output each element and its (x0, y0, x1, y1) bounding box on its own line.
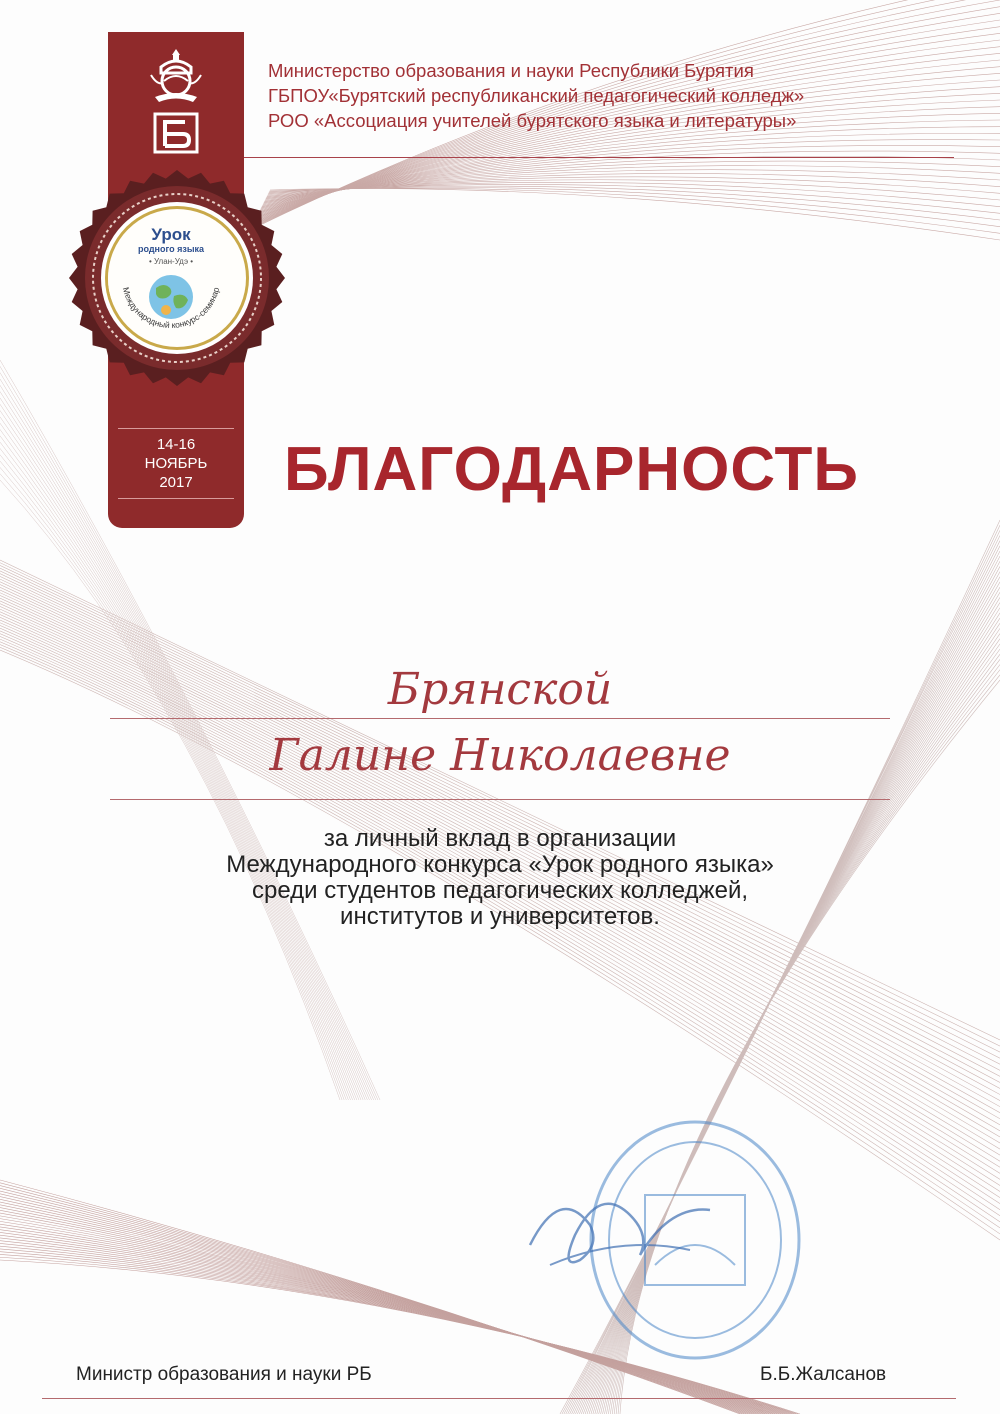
reason-line-4: институтов и университетов. (340, 903, 660, 930)
event-date (118, 428, 234, 499)
org-ministry: Министерство образования и науки Республики Бурятия (268, 60, 754, 81)
decorative-line (0, 642, 1000, 1222)
signature-divider (42, 1398, 956, 1399)
decorative-line (0, 565, 1000, 1052)
decorative-line (269, 188, 1000, 233)
signatory-position: Министр образования и науки РБ (76, 1364, 372, 1385)
date-year: 2017 (159, 474, 193, 491)
organizations-header (268, 58, 968, 133)
signatory-name: Б.Б.Жалсанов (760, 1364, 887, 1385)
seal-city: • Улан-Удэ • (148, 257, 194, 266)
recipient-divider-1 (110, 718, 890, 719)
decorative-line (0, 574, 1000, 1071)
date-days: 14-16 (156, 436, 196, 453)
header-divider (244, 157, 954, 158)
seal-title: Урок (151, 225, 191, 244)
award-reason (100, 826, 900, 930)
decorative-line (0, 480, 340, 1100)
college-logo-icon (153, 112, 199, 154)
certificate-title: БЛАГОДАРНОСТЬ (284, 435, 859, 504)
reason-line-1: за личный вклад в организации (323, 825, 677, 852)
seal-ring-label (108, 216, 234, 342)
org-college: ГБПОУ«Бурятский республиканский педагогический колледж» (268, 85, 805, 106)
decorative-line (0, 568, 1000, 1058)
seal-subtitle: родного языка (137, 244, 205, 254)
recipient-divider-2 (110, 799, 890, 800)
signature-scribble (520, 1165, 720, 1285)
org-association: РОО «Ассоциация учителей бурятского языка и литературы» (268, 110, 797, 131)
decorative-line (268, 186, 1000, 220)
decorative-line (269, 187, 1000, 226)
reason-line-2: Международного конкурса «Урок родного языка» (226, 851, 774, 878)
recipient-surname: Брянской (387, 664, 613, 715)
svg-text:Международный конкурс-семинар: Международный конкурс-семинар (120, 286, 222, 331)
buryatia-emblem-icon (147, 45, 205, 105)
date-month: НОЯБРЬ (144, 455, 208, 472)
reason-line-3: среди студентов педагогических колледжей, (251, 877, 749, 904)
recipient-given-names: Галине Николаевне (269, 730, 731, 781)
decorative-line (0, 467, 344, 1100)
